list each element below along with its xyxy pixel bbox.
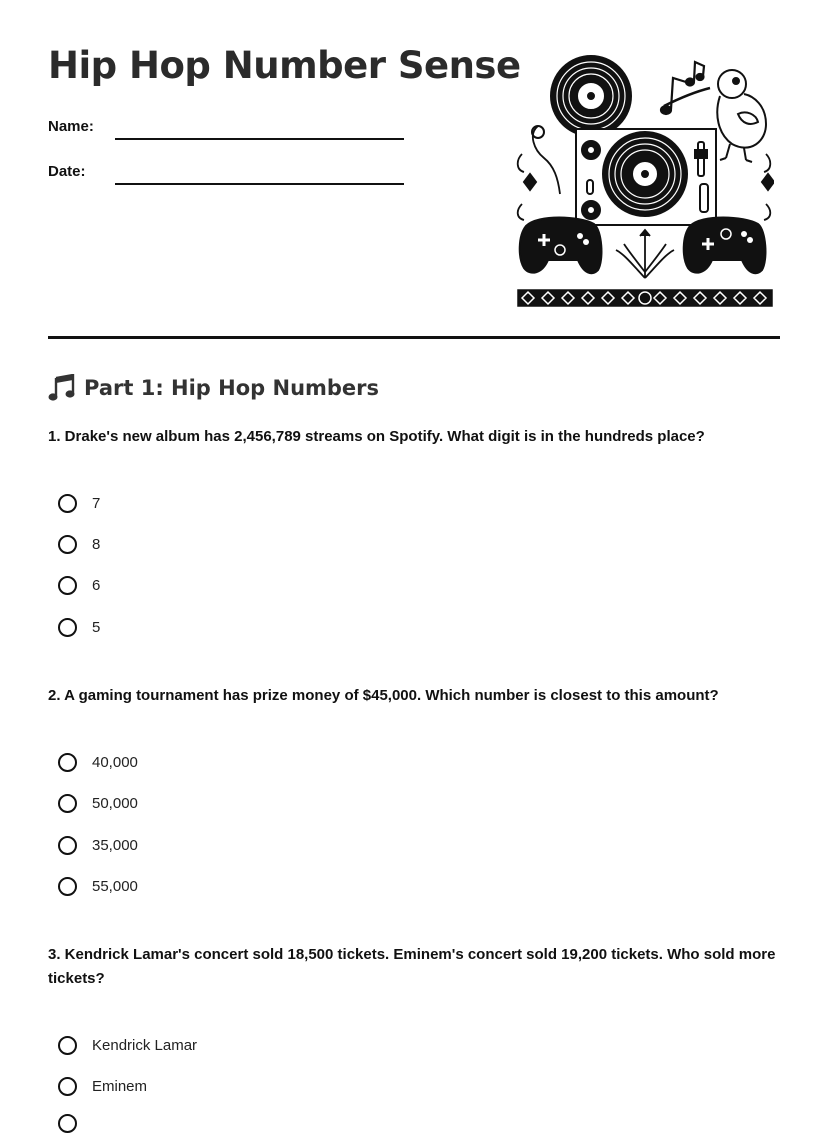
- date-label: Date:: [48, 163, 86, 180]
- q3-option-b[interactable]: [58, 1073, 147, 1099]
- radio-button[interactable]: [58, 1114, 77, 1133]
- question-2: 2. A gaming tournament has prize money of $45,000. Which number is closest to this amount?: [48, 687, 719, 704]
- name-input-line[interactable]: [115, 138, 404, 140]
- radio-button[interactable]: [58, 794, 77, 813]
- game-controller-right-icon: [684, 218, 766, 274]
- q2-option-c[interactable]: [58, 832, 138, 858]
- radio-button[interactable]: [58, 753, 77, 772]
- option-label: 8: [92, 535, 101, 553]
- fern-ornament-icon: [616, 230, 674, 278]
- radio-button[interactable]: [58, 618, 77, 637]
- date-input-line[interactable]: [115, 183, 404, 185]
- part-1-heading: [48, 374, 379, 402]
- option-label: 50,000: [92, 794, 138, 812]
- option-label: 6: [92, 576, 101, 594]
- q1-option-d[interactable]: [58, 614, 100, 640]
- music-note-icon: [48, 374, 76, 402]
- radio-button[interactable]: [58, 535, 77, 554]
- name-label: Name:: [48, 118, 94, 135]
- option-label: 40,000: [92, 753, 138, 771]
- date-field[interactable]: [48, 163, 408, 193]
- radio-button[interactable]: [58, 836, 77, 855]
- music-notes-icon: [661, 62, 704, 114]
- option-label: 7: [92, 494, 101, 512]
- worksheet-page: [48, 0, 780, 1118]
- part-1-heading-text: Part 1: Hip Hop Numbers: [84, 376, 380, 400]
- q3-option-a[interactable]: [58, 1032, 197, 1058]
- q1-option-c[interactable]: [58, 572, 100, 598]
- vinyl-record-icon: [551, 56, 631, 136]
- radio-button[interactable]: [58, 576, 77, 595]
- turntable-platter-icon: [603, 132, 687, 216]
- patterned-border: [518, 290, 772, 306]
- question-3: 3. Kendrick Lamar's concert sold 18,500 tickets. Eminem's concert sold 19,200 tickets. Who sold more tickets?: [48, 946, 776, 987]
- option-label: 35,000: [92, 836, 138, 854]
- hip-hop-turntable-illustration: [514, 54, 774, 310]
- q2-option-b[interactable]: [58, 790, 138, 816]
- option-label: 55,000: [92, 877, 138, 895]
- option-label: Kendrick Lamar: [92, 1036, 198, 1054]
- section-divider: [48, 336, 780, 339]
- q2-option-d[interactable]: [58, 873, 138, 899]
- option-label: 5: [92, 618, 101, 636]
- worksheet-title: Hip Hop Number Sense: [48, 44, 521, 87]
- game-controller-left-icon: [520, 218, 602, 274]
- q1-option-a[interactable]: [58, 490, 100, 516]
- radio-button[interactable]: [58, 1036, 77, 1055]
- q1-option-b[interactable]: [58, 531, 100, 557]
- radio-button[interactable]: [58, 877, 77, 896]
- q2-option-a[interactable]: [58, 749, 138, 775]
- radio-button[interactable]: [58, 1077, 77, 1096]
- question-1: 1. Drake's new album has 2,456,789 streams on Spotify. What digit is in the hundreds place?: [48, 428, 705, 445]
- radio-button[interactable]: [58, 494, 77, 513]
- option-label: Eminem: [92, 1077, 148, 1095]
- q3-option-c-partial[interactable]: [58, 1110, 77, 1136]
- name-field[interactable]: [48, 118, 408, 148]
